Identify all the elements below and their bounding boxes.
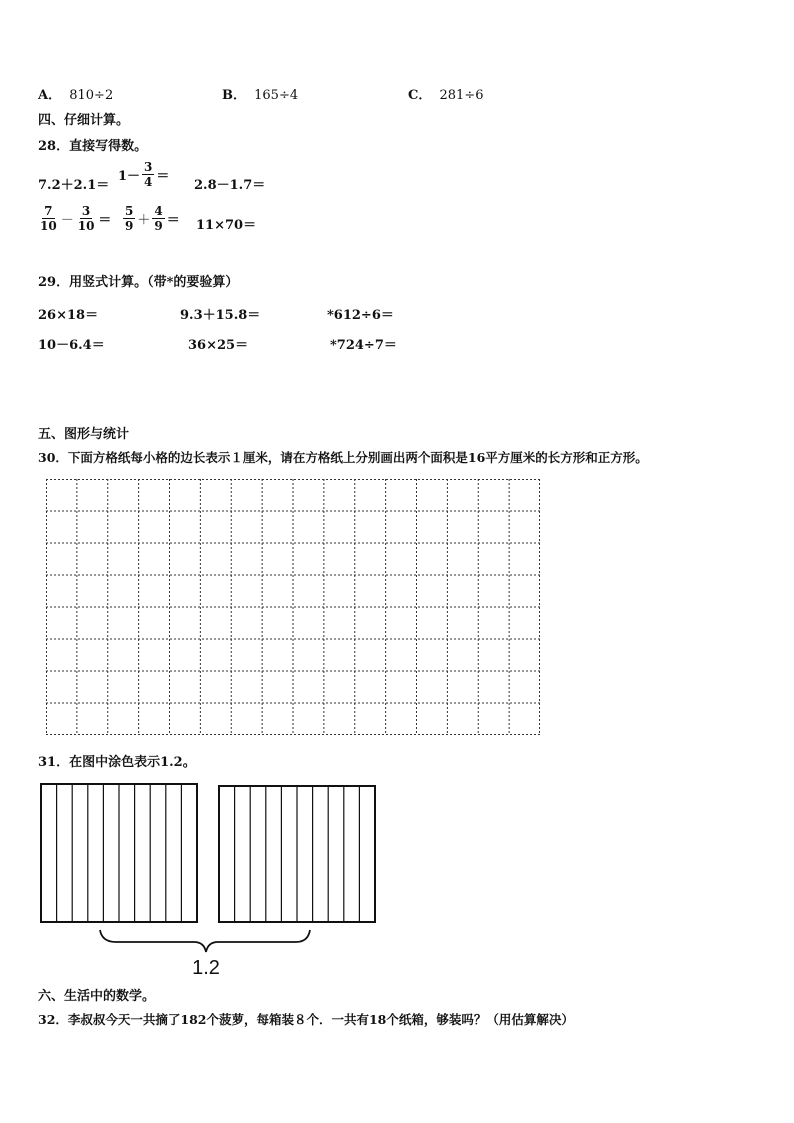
q29-title: 29．用竖式计算。（带*的要验算） (38, 275, 239, 290)
q29-expr-2: 9.3＋15.8＝ (180, 308, 261, 323)
fraction-5-9 (123, 204, 135, 233)
equals-sign: ＝ (98, 213, 112, 228)
fraction-4-9 (152, 204, 164, 233)
option-c-expr: 281÷6 (439, 88, 484, 103)
fraction-denominator: 9 (154, 219, 163, 233)
q28-expr-3: 2.8－1.7＝ (194, 178, 266, 193)
option-c-letter: C． (408, 88, 432, 103)
q29-expr-3: *612÷6＝ (327, 308, 394, 323)
option-b (222, 84, 298, 103)
q31-title: 31．在图中涂色表示1.2。 (38, 755, 196, 770)
q30-text: 30．下面方格纸每小格的边长表示１厘米，请在方格纸上分别画出两个面积是16平方厘米的长方形和正方形。 (38, 450, 648, 465)
fraction-3-4 (142, 160, 154, 189)
q29-expr-5: 36×25＝ (188, 338, 249, 353)
section4-heading: 四、仔细计算。 (38, 113, 130, 128)
decimal-bars-figure (38, 782, 383, 982)
plus-sign: ＋ (137, 213, 151, 228)
fraction-denominator: 4 (144, 175, 153, 189)
fraction-7-10 (38, 204, 59, 233)
fraction-numerator: 4 (154, 204, 163, 218)
equals-sign: ＝ (166, 213, 180, 228)
fraction-denominator: 9 (125, 219, 134, 233)
q28-expr-2-post: ＝ (156, 169, 170, 184)
fraction-numerator: 3 (144, 160, 153, 174)
curly-brace (100, 930, 310, 952)
q28-expr-6: 11×70＝ (196, 218, 257, 233)
minus-sign: － (60, 213, 74, 228)
fraction-denominator: 10 (77, 219, 95, 233)
q28-expr-2 (118, 160, 169, 189)
q28-expr-5 (121, 204, 180, 233)
fraction-numerator: 3 (81, 204, 91, 218)
fraction-denominator: 10 (40, 219, 57, 233)
q28-title: 28．直接写得数。 (38, 139, 148, 154)
option-c (408, 84, 483, 103)
grid-paper (46, 479, 540, 735)
section6-heading: 六、生活中的数学。 (38, 989, 156, 1004)
section5-heading: 五、图形与统计 (38, 427, 130, 442)
fraction-numerator: 5 (125, 204, 134, 218)
option-a-letter: A． (38, 88, 62, 103)
option-a (38, 84, 113, 103)
option-b-expr: 165÷4 (254, 88, 299, 103)
q32-text: 32．李叔叔今天一共摘了182个菠萝，每箱装８个．一共有18个纸箱，够装吗？（用估算解决） (38, 1012, 574, 1027)
brace-label: 1.2 (192, 957, 220, 979)
q29-expr-6: *724÷7＝ (330, 338, 397, 353)
q29-expr-4: 10－6.4＝ (38, 338, 105, 353)
q28-expr-4 (36, 204, 111, 233)
option-b-letter: B． (222, 88, 246, 103)
q29-expr-1: 26×18＝ (38, 308, 99, 323)
fraction-3-10 (76, 204, 97, 233)
option-a-expr: 810÷2 (69, 88, 114, 103)
q28-expr-1: 7.2＋2.1＝ (38, 178, 110, 193)
fraction-numerator: 7 (44, 204, 53, 218)
q28-expr-2-pre: 1－ (118, 169, 141, 184)
